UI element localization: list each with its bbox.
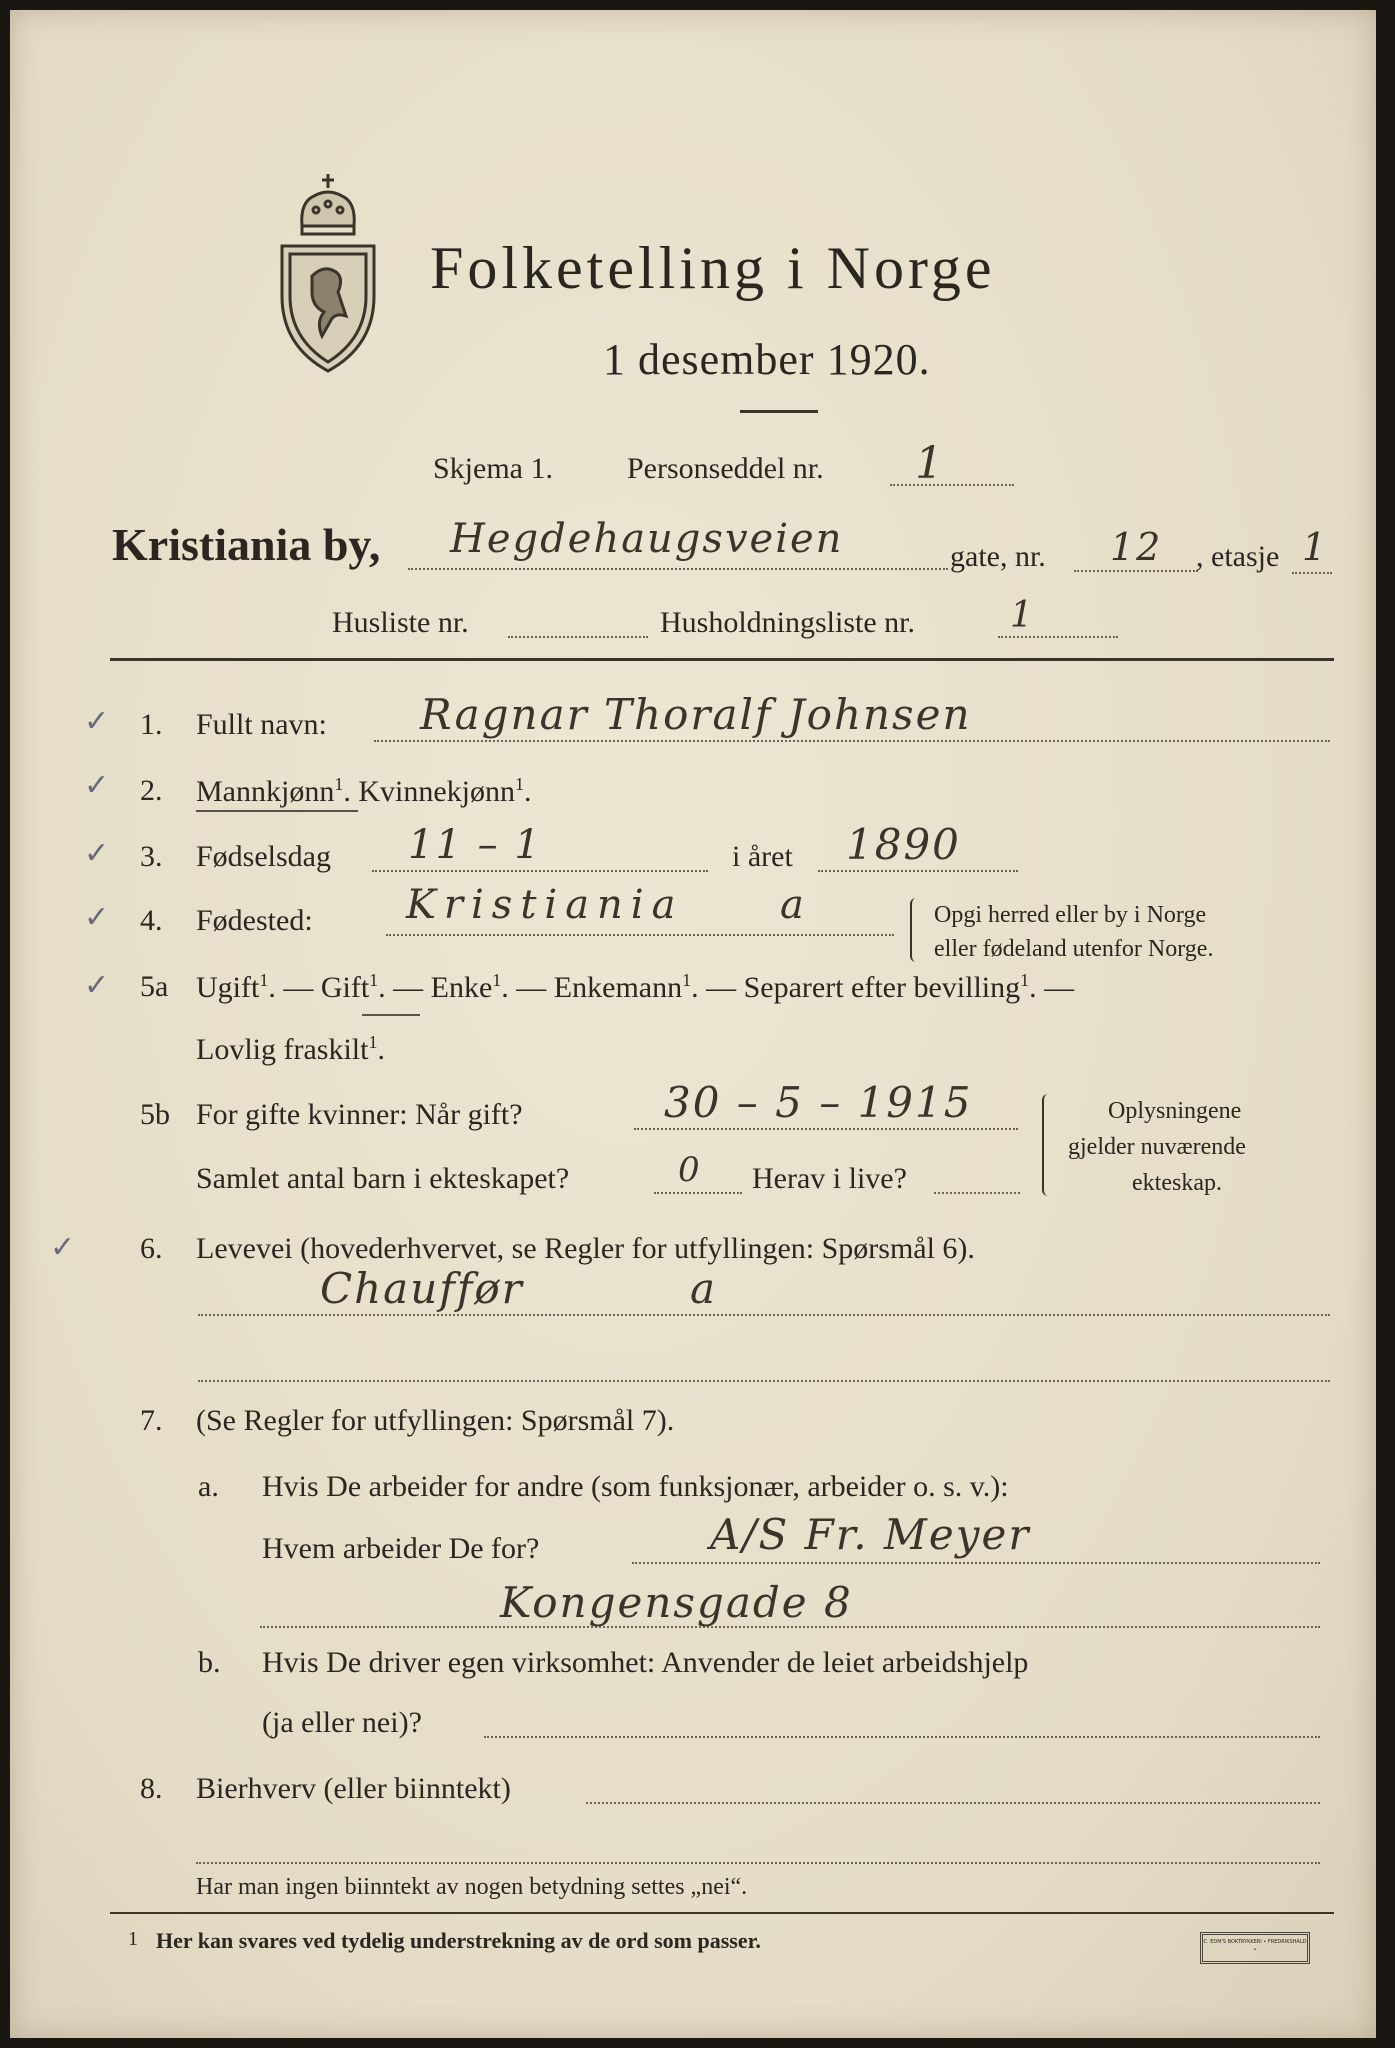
q2-sep: . [343, 775, 359, 808]
q2-end: . [523, 775, 532, 808]
q5a-sep-4: . — [691, 971, 744, 1004]
q5a-sep-5: . — [1029, 971, 1075, 1004]
norwegian-coat-of-arms-icon [272, 166, 384, 376]
q3-label: Fødselsdag [196, 840, 331, 873]
check-mark-5a: ✓ [84, 968, 110, 1003]
q5a-sup-3: 1 [492, 970, 502, 990]
q4-note-brace [910, 898, 922, 962]
q3-number: 3. [140, 840, 163, 873]
q4-number: 4. [140, 904, 163, 937]
q2-male-sup: 1 [334, 774, 344, 794]
q5b-note-line2: gjelder nuværende [1068, 1134, 1246, 1160]
q5b-married-value: 30 – 5 – 1915 [664, 1078, 973, 1127]
husholdning-line [998, 636, 1118, 638]
q8-number: 8. [140, 1772, 163, 1805]
q7b-line1: Hvis De driver egen virksomhet: Anvender de leiet arbeidshjelp [262, 1646, 1029, 1679]
check-mark-6: ✓ [50, 1230, 76, 1265]
census-form [10, 10, 1376, 2038]
husliste-label: Husliste nr. [332, 606, 469, 639]
check-mark-4: ✓ [84, 900, 110, 935]
q5a-sup-1: 1 [259, 970, 269, 990]
q4-value: Kristiania [406, 882, 684, 928]
husliste-line [508, 636, 648, 638]
personseddel-label: Personseddel nr. [627, 452, 824, 485]
q6-value: Chauffør [320, 1264, 524, 1313]
q5b-label: For gifte kvinner: Når gift? [196, 1098, 523, 1131]
q7a-employer-value: A/S Fr. Meyer [710, 1510, 1031, 1559]
city-label: Kristiania by, [112, 519, 381, 570]
q6-line-2 [198, 1380, 1330, 1382]
footnote-divider [110, 1912, 1334, 1914]
q5b-children-value: 0 [678, 1150, 702, 1190]
q4-note-line2: eller fødeland utenfor Norge. [934, 936, 1214, 962]
q5b-married-line [634, 1128, 1018, 1130]
q3-year-label: i året [732, 840, 793, 873]
q2-options [196, 774, 531, 809]
q3-year-line [818, 870, 1018, 872]
q4-value-suffix: a [780, 882, 806, 928]
q8-line-1 [586, 1802, 1320, 1804]
q7b-letter: b. [198, 1646, 221, 1679]
husholdning-value: 1 [1010, 595, 1035, 636]
q5a-line2 [196, 1032, 385, 1067]
q5a-sup-2: 1 [369, 970, 379, 990]
gate-label: gate, nr. [950, 540, 1046, 573]
q2-female-sup: 1 [514, 774, 524, 794]
q7a-line1: Hvis De arbeider for andre (som funksjonær, arbeider o. s. v.): [262, 1470, 1009, 1503]
q7-label: (Se Regler for utfyllingen: Spørsmål 7). [196, 1404, 675, 1437]
q7a-letter: a. [198, 1470, 219, 1503]
personseddel-value: 1 [915, 438, 945, 489]
q4-note-line1: Opgi herred eller by i Norge [934, 902, 1207, 928]
q5a-enke: Enke [430, 971, 493, 1004]
q5b-children-label: Samlet antal barn i ekteskapet? [196, 1162, 570, 1195]
q5b-note-line3: ekteskap. [1132, 1170, 1222, 1196]
q5b-note-line1: Oplysningene [1108, 1098, 1242, 1124]
q5a-sup-6: 1 [368, 1032, 378, 1052]
street-value: Hegdehaugsveien [450, 516, 844, 562]
q7b-line2: (ja eller nei)? [262, 1706, 422, 1739]
q5a-underline-gift [362, 1014, 420, 1016]
q5a-separert: Separert efter bevilling [743, 971, 1021, 1004]
q7-number: 7. [140, 1404, 163, 1437]
q2-number: 2. [140, 774, 163, 807]
skjema-label: Skjema 1. [433, 452, 553, 485]
check-mark-3: ✓ [84, 836, 110, 871]
gate-nr-line [1074, 570, 1198, 572]
q5a-sep-2: . — [378, 971, 431, 1004]
gate-nr-value: 12 [1110, 525, 1163, 569]
q2-male: Mannkjønn [196, 775, 335, 808]
q5b-note-brace [1042, 1094, 1054, 1196]
q3-date-line [372, 870, 708, 872]
q1-label: Fullt navn: [196, 708, 327, 741]
q5a-fraskilt: Lovlig fraskilt [196, 1033, 369, 1066]
q6-value-suffix: a [690, 1264, 718, 1313]
street-line [408, 568, 948, 570]
q4-line [386, 934, 894, 936]
personseddel-line [890, 484, 1014, 486]
etasje-label: , etasje [1196, 540, 1280, 573]
q5b-number: 5b [140, 1098, 170, 1131]
form-title: Folketelling i Norge [430, 235, 996, 301]
q5a-number: 5a [140, 970, 169, 1003]
q5b-alive-label: Herav i live? [752, 1162, 907, 1195]
title-divider [740, 410, 818, 413]
q7b-line [484, 1736, 1320, 1738]
etasje-value: 1 [1302, 525, 1329, 569]
q5b-children-line [654, 1192, 742, 1194]
q2-female: Kvinnekjønn [358, 775, 515, 808]
q5a-sep-3: . — [501, 971, 554, 1004]
q7a-address-value: Kongensgade 8 [500, 1578, 853, 1627]
footnote-mark: 1 [128, 1928, 138, 1950]
q5a-sep-1: . — [268, 971, 321, 1004]
q2-underline-male [196, 810, 358, 812]
q6-line-1 [198, 1314, 1330, 1316]
census-date: 1 desember 1920. [603, 335, 931, 384]
q6-label: Levevei (hovederhvervet, se Regler for utfyllingen: Spørsmål 6). [196, 1232, 975, 1265]
q8-line-2 [196, 1862, 1320, 1864]
q7a-line2: Hvem arbeider De for? [262, 1532, 540, 1565]
printer-stamp-text: C. EDM'S BOKTRYKKERI • FREDRIKSHALD • [1203, 1939, 1307, 1953]
q1-value: Ragnar Thoralf Johnsen [420, 690, 972, 739]
q5a-sup-5: 1 [1020, 970, 1030, 990]
husholdning-label: Husholdningsliste nr. [660, 606, 916, 639]
header-divider [110, 658, 1334, 661]
q3-year-value: 1890 [846, 820, 961, 869]
etasje-line [1292, 572, 1332, 574]
q5b-alive-line [934, 1192, 1020, 1194]
q3-date-value: 11 – 1 [408, 822, 542, 868]
q1-line [374, 740, 1330, 742]
q4-label: Fødested: [196, 904, 313, 937]
check-mark-2: ✓ [84, 768, 110, 803]
q7a-employer-line [632, 1562, 1320, 1564]
check-mark-1: ✓ [84, 704, 110, 739]
q8-label: Bierhverv (eller biinntekt) [196, 1772, 511, 1805]
q5a-sup-4: 1 [682, 970, 692, 990]
q6-number: 6. [140, 1232, 163, 1265]
q5a-enkemann: Enkemann [553, 971, 683, 1004]
nei-note: Har man ingen biinntekt av nogen betydning settes „nei“. [196, 1874, 748, 1900]
q5a-end: . [377, 1033, 385, 1066]
q5a-options [196, 970, 1074, 1005]
q1-number: 1. [140, 708, 163, 741]
printer-stamp [1200, 1932, 1310, 1964]
q5a-ugift: Ugift [196, 971, 260, 1004]
footnote-text: Her kan svares ved tydelig understrekning av de ord som passer. [156, 1928, 761, 1953]
q5a-gift: Gift [320, 971, 370, 1004]
